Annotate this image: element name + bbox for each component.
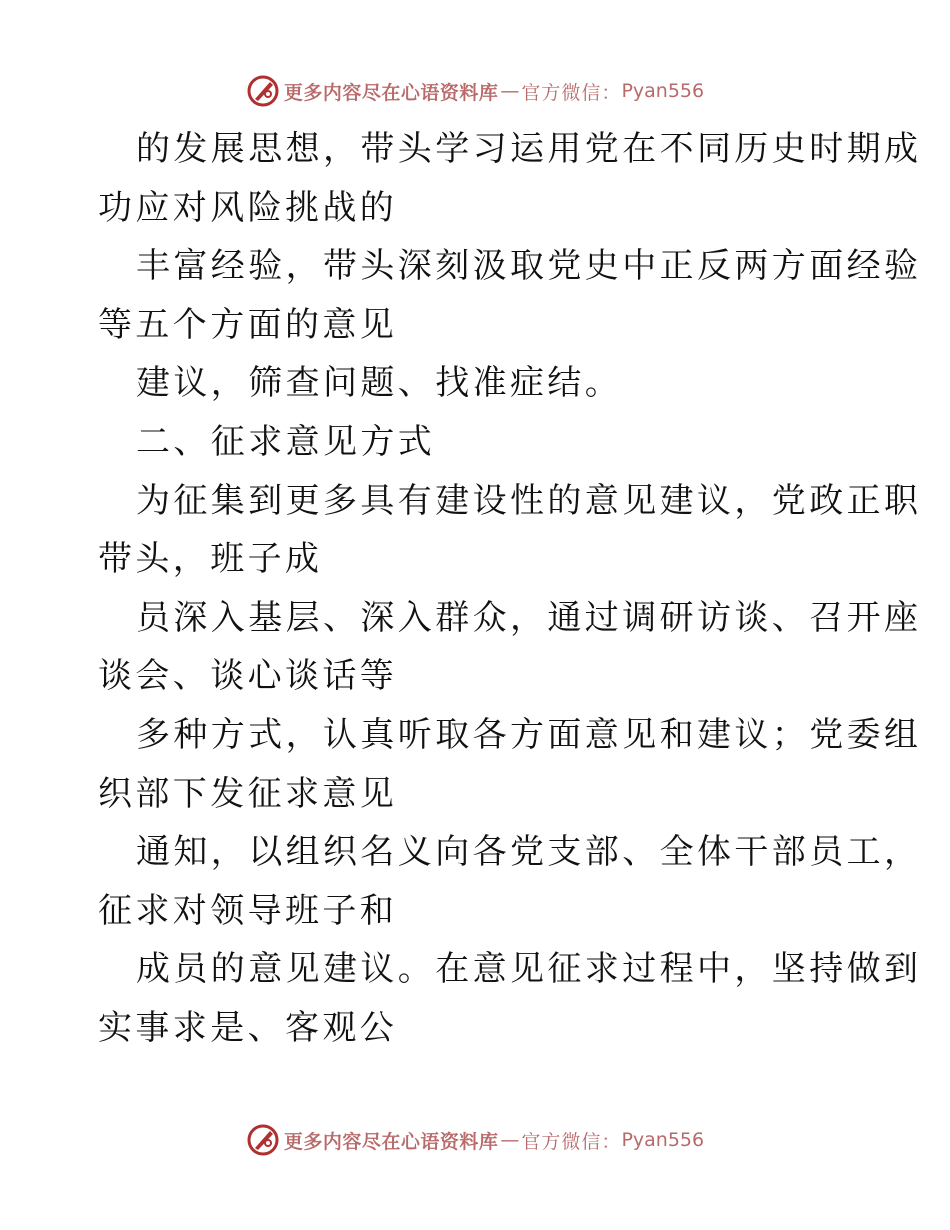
watermark-separator: — [500,80,520,102]
header-watermark [0,71,950,111]
text-line: 带头，班子成 [98,539,323,580]
text-line: 实事求是、客观公 [98,1007,398,1048]
text-line: 员深入基层、深入群众，通过调研访谈、召开座 [136,597,922,638]
watermark-site-name: 更多内容尽在心语资料库 [283,81,499,104]
pen-logo-icon [246,74,280,108]
text-line: 二、征求意见方式 [136,421,436,462]
text-line: 织部下发征求意见 [98,773,398,814]
watermark-wechat-id: Pyan556 [621,1129,705,1151]
text-line: 等五个方面的意见 [98,304,398,345]
footer-watermark [0,1120,950,1160]
text-line: 为征集到更多具有建设性的意见建议，党政正职 [136,480,922,521]
pen-logo-icon [246,1123,280,1157]
text-line: 功应对风险挑战的 [98,187,398,228]
watermark-wechat-label: 官方微信： [521,81,622,104]
watermark-wechat-label: 官方微信： [521,1130,622,1153]
text-line: 丰富经验，带头深刻汲取党史中正反两方面经验 [136,246,922,287]
text-line: 征求对领导班子和 [98,890,398,931]
text-line: 建议，筛查问题、找准症结。 [136,363,623,404]
watermark-site-name: 更多内容尽在心语资料库 [283,1130,499,1153]
text-line: 谈会、谈心谈话等 [98,656,398,697]
watermark-wechat-id: Pyan556 [621,80,705,102]
text-line: 多种方式，认真听取各方面意见和建议；党委组 [136,714,922,755]
text-line: 成员的意见建议。在意见征求过程中，坚持做到 [136,949,922,990]
watermark-separator: — [500,1129,520,1151]
document-body [98,120,922,1058]
text-line: 通知，以组织名义向各党支部、全体干部员工， [136,832,922,873]
text-line: 的发展思想，带头学习运用党在不同历史时期成 [136,129,922,169]
